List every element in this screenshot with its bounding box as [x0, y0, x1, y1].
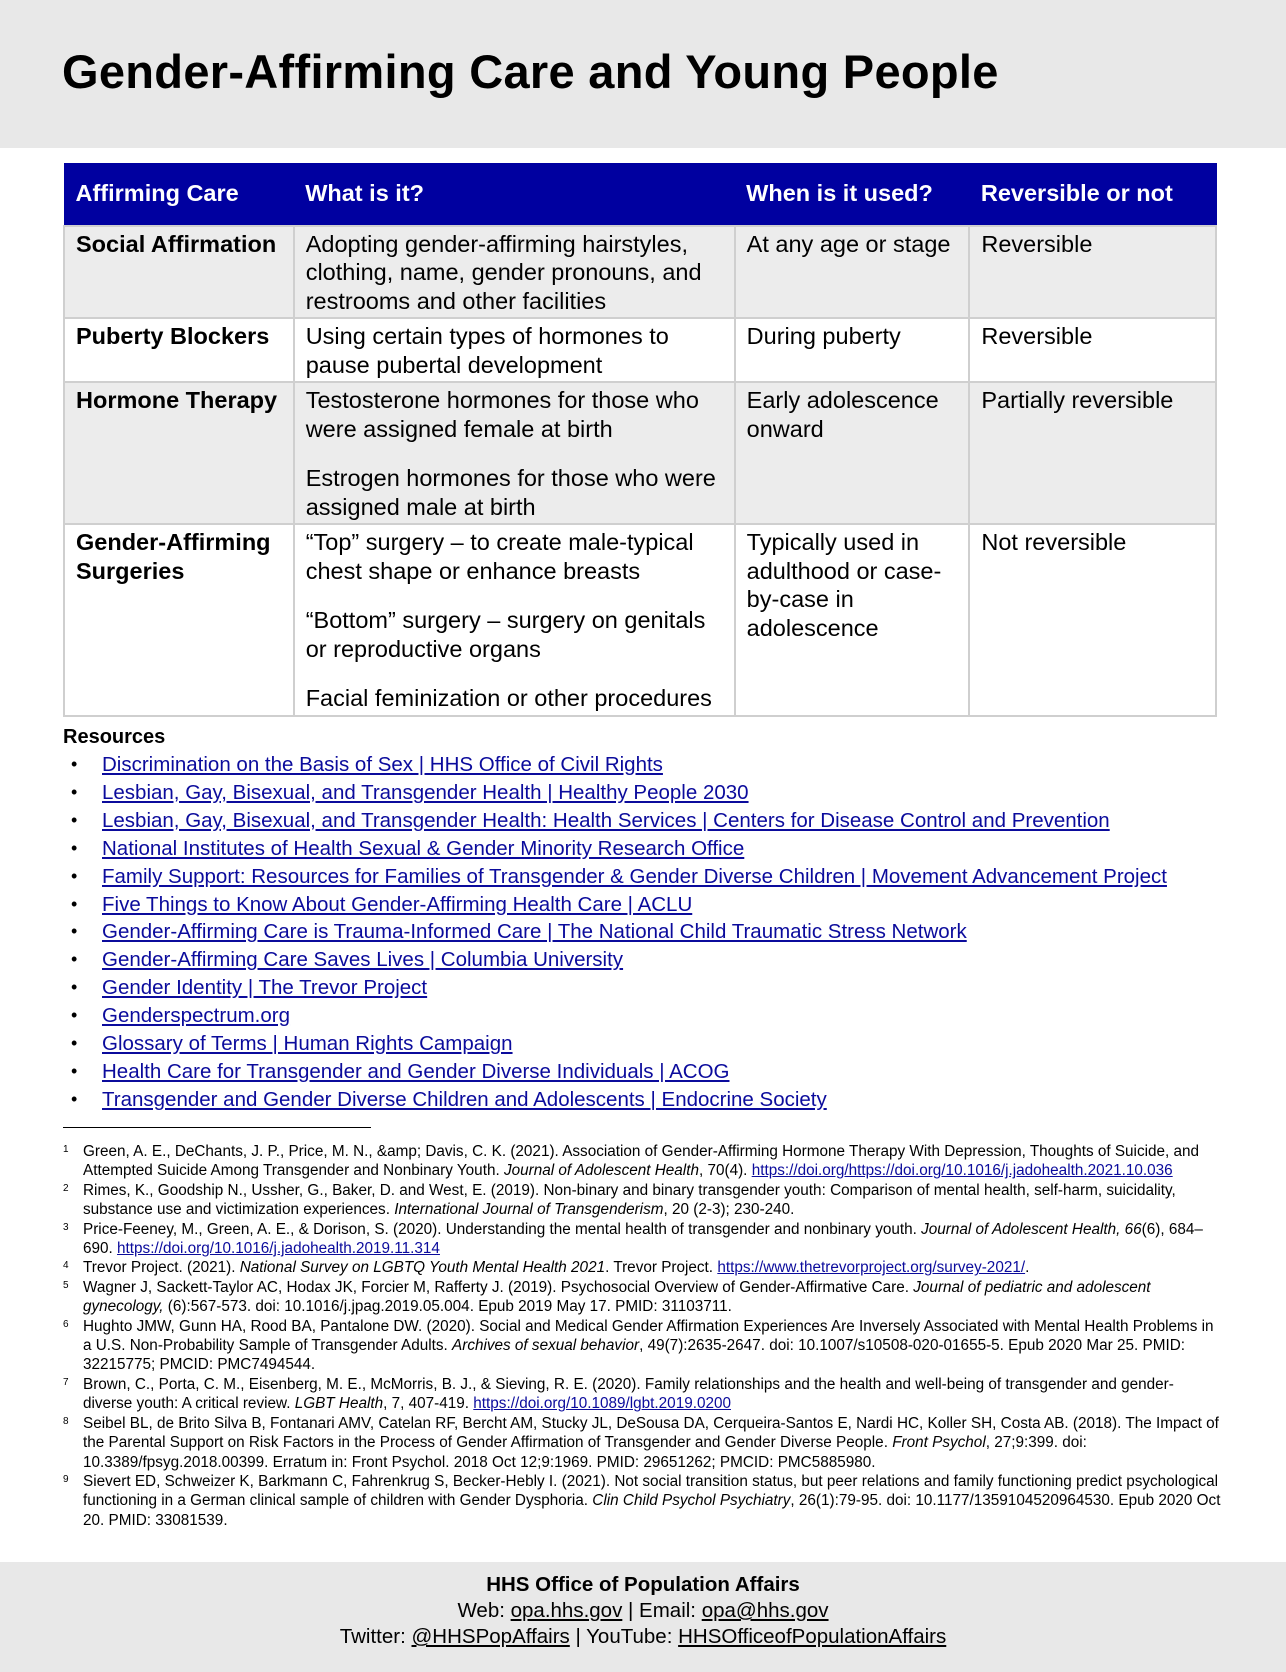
description-cell — [294, 524, 735, 716]
footnote-journal: Journal of Adolescent Health, 66 — [921, 1220, 1142, 1238]
bullet-icon: • — [71, 1088, 78, 1109]
footnote-number: 7 — [63, 1376, 69, 1388]
footnote-divider — [63, 1127, 371, 1128]
resource-link[interactable]: Gender Identity | The Trevor Project — [102, 976, 428, 1000]
resource-link[interactable]: Family Support: Resources for Families of Transgender & Gender Diverse Children | Movement Advancement Project — [102, 864, 1167, 888]
footnote-text: Trevor Project. (2021). — [83, 1259, 240, 1277]
column-header: Affirming Care — [64, 164, 294, 226]
resource-link[interactable]: Glossary of Terms | Human Rights Campaign — [102, 1032, 513, 1056]
footnote-text: Wagner J, Sackett-Taylor AC, Hodax JK, Forcier M, Rafferty J. (2019). Psychosocial Overview of Gender-Affirmative Care. — [83, 1278, 914, 1296]
resource-list-item — [63, 835, 1243, 863]
footnote-text: Seibel BL, de Brito Silva B, Fontanari AMV, Catelan RF, Bercht AM, Stucky JL, DeSousa DA, Cerqueira-Santos E, Nardi HC, Koller SH, Costa AB. (2018). The Impact of the Parental Support on Risk Factors in the Process of Gender Affirmation of Transgender and Gender Diverse People. — [83, 1414, 1219, 1452]
resource-link[interactable]: Five Things to Know About Gender-Affirming Health Care | ACLU — [102, 892, 693, 916]
footnote-text: . — [1025, 1259, 1030, 1277]
resource-link[interactable]: Transgender and Gender Diverse Children and Adolescents | Endocrine Society — [102, 1087, 827, 1111]
column-header: When is it used? — [735, 164, 970, 226]
footnote-text: , 20 (2-3); 230-240. — [663, 1201, 795, 1219]
resource-list-item — [63, 946, 1243, 974]
footnote-text: , 27;9:399. doi: 10.3389/fpsyg.2018.00399. Erratum in: Front Psychol. 2018 Oct 12;9:1969. PMID: 29651262; PMCID: PMC5885980. — [83, 1434, 1087, 1471]
resources-list — [63, 751, 1243, 1114]
footnote-link[interactable]: https://doi.org/10.1089/lgbt.2019.0200 — [473, 1395, 731, 1413]
resources-heading: Resources — [63, 726, 166, 748]
footnote-link[interactable]: https://doi.org/10.1016/j.jadohealth.2019.11.314 — [117, 1240, 440, 1258]
description-paragraph: Adopting gender-affirming hairstyles, clothing, name, gender pronouns, and restrooms and other facilities — [305, 230, 702, 314]
resource-link[interactable]: Genderspectrum.org — [102, 1004, 291, 1028]
bullet-icon: • — [71, 837, 78, 858]
footnote — [63, 1142, 1223, 1181]
description-cell — [294, 318, 735, 382]
footnote-journal: Front Psychol — [892, 1434, 986, 1452]
footnote-journal: International Journal of Transgenderism — [394, 1201, 664, 1219]
bullet-icon: • — [71, 754, 78, 774]
footnote-text: , 7, 407-419. — [383, 1395, 474, 1413]
twitter-label: Twitter: — [339, 1625, 412, 1648]
resource-list-item — [63, 891, 1243, 919]
footnote-number: 1 — [63, 1144, 69, 1155]
resource-list-item — [63, 1058, 1243, 1086]
description-paragraph: “Top” surgery – to create male-typical chest shape or enhance breasts — [305, 529, 694, 584]
footnote-text: , 49(7):2635-2647. doi: 10.1007/s10508-020-01655-5. Epub 2020 Mar 25. PMID: 32215775; PMCID: PMC7494544. — [83, 1337, 1186, 1374]
resource-list-item — [63, 779, 1243, 807]
reversibility-cell: Partially reversible — [969, 382, 1216, 524]
footnote — [63, 1278, 1223, 1317]
resource-list-item — [63, 751, 1243, 779]
footnote-journal: Journal of pediatric and adolescent gynecology, — [83, 1278, 1151, 1316]
footnote-journal: National Survey on LGBTQ Youth Mental Health 2021 — [239, 1259, 606, 1277]
resource-link[interactable]: Gender-Affirming Care Saves Lives | Columbia University — [102, 948, 624, 972]
bullet-icon: • — [71, 865, 78, 886]
footnote-text: Rimes, K., Goodship N., Ussher, G., Baker, D. and West, E. (2019). Non-binary and binary transgender youth: Comparison of mental health, self-harm, suicidality, substance use and victimization experiences. — [83, 1181, 1176, 1219]
bullet-icon: • — [71, 893, 78, 914]
column-header: Reversible or not — [969, 164, 1216, 226]
footer-social-line — [0, 1624, 1286, 1650]
footnote-number: 6 — [63, 1318, 69, 1330]
footnote-text: Brown, C., Porta, C. M., Eisenberg, M. E., McMorris, B. J., & Sieving, R. E. (2020). Family relationships and the health and well-being of transgender and gender-diverse youth: A critical review. — [83, 1375, 1174, 1413]
table-row — [64, 318, 1216, 382]
when-used-cell: Typically used in adulthood or case-by-case in adolescence — [735, 524, 970, 716]
resource-list-item — [63, 974, 1243, 1002]
footnote — [63, 1258, 1223, 1277]
bullet-icon: • — [71, 977, 78, 998]
description-paragraph: Using certain types of hormones to pause pubertal development — [305, 323, 669, 378]
description-paragraph: Testosterone hormones for those who were assigned female at birth — [305, 387, 699, 442]
description-paragraph: Estrogen hormones for those who were assigned male at birth — [305, 465, 716, 520]
bullet-icon: • — [71, 1033, 78, 1054]
footnote-text: , 26(1):79-95. doi: 10.1177/1359104520964530. Epub 2020 Oct 20. PMID: 33081539. — [83, 1492, 1221, 1529]
table-row — [64, 226, 1216, 319]
footer-contact-line — [0, 1598, 1286, 1624]
email-label: | Email: — [622, 1599, 702, 1622]
resource-list-item — [63, 1002, 1243, 1030]
footnote — [63, 1317, 1223, 1375]
description-paragraph: “Bottom” surgery – surgery on genitals or reproductive organs — [305, 607, 706, 662]
resource-link[interactable]: Lesbian, Gay, Bisexual, and Transgender Health: Health Services | Centers for Disease Control and Prevention — [102, 808, 1110, 832]
reversibility-cell: Reversible — [969, 226, 1216, 319]
footnote-journal: Archives of sexual behavior — [452, 1337, 640, 1355]
resource-link[interactable]: Discrimination on the Basis of Sex | HHS Office of Civil Rights — [102, 753, 663, 776]
footnote-text: . Trevor Project. — [605, 1259, 718, 1277]
footnotes — [63, 1142, 1223, 1530]
footnote — [63, 1220, 1223, 1259]
care-type-cell: Gender-Affirming Surgeries — [64, 524, 294, 716]
footnote-number: 8 — [63, 1415, 69, 1427]
affirming-care-table — [63, 163, 1217, 717]
reversibility-cell: Reversible — [969, 318, 1216, 382]
footnote-link[interactable]: https://doi.org/https://doi.org/10.1016/j.jadohealth.2021.10.036 — [751, 1162, 1173, 1180]
footnote-text: (6):567-573. doi: 10.1016/j.jpag.2019.05.004. Epub 2019 May 17. PMID: 31103711. — [163, 1298, 732, 1316]
footnote-journal: Clin Child Psychol Psychiatry — [592, 1492, 791, 1510]
bullet-icon: • — [71, 949, 78, 970]
footnote-link[interactable]: https://www.thetrevorproject.org/survey-2021/ — [717, 1259, 1026, 1277]
youtube-link[interactable]: HHSOfficeofPopulationAffairs — [678, 1625, 947, 1648]
footnote-journal: LGBT Health — [294, 1395, 384, 1413]
when-used-cell: Early adolescence onward — [735, 382, 970, 524]
resource-list-item — [63, 918, 1243, 946]
footnote-journal: Journal of Adolescent Health — [503, 1162, 699, 1180]
description-paragraph: Facial feminization or other procedures — [305, 685, 712, 711]
footnote-text: Hughto JMW, Gunn HA, Rood BA, Pantalone DW. (2020). Social and Medical Gender Affirmation Experiences Are Inversely Associated with Mental Health Problems in a U.S. Non-Probability Sample of Transgender Adults. — [83, 1317, 1214, 1355]
care-type-cell: Social Affirmation — [64, 226, 294, 319]
footer-org-name: HHS Office of Population Affairs — [486, 1573, 800, 1596]
resources-section — [63, 725, 1243, 1114]
footnote-text: Price-Feeney, M., Green, A. E., & Dorison, S. (2020). Understanding the mental health of transgender and nonbinary youth. — [83, 1220, 922, 1238]
footnote — [63, 1181, 1223, 1220]
table-header-row — [64, 164, 1216, 226]
footnote-number: 3 — [63, 1221, 69, 1233]
footnote-text: Green, A. E., DeChants, J. P., Price, M. N., &amp; Davis, C. K. (2021). Association of Gender-Affirming Hormone Therapy With Depression, Thoughts of Suicide, and Attempted Suicide Among Transgender and Nonbinary Youth. — [83, 1143, 1200, 1180]
column-header: What is it? — [294, 164, 735, 226]
footnote — [63, 1375, 1223, 1414]
when-used-cell: During puberty — [735, 318, 970, 382]
resource-link[interactable]: National Institutes of Health Sexual & Gender Minority Research Office — [102, 836, 745, 860]
footnote-text: (6), 684–690. — [83, 1220, 1203, 1258]
resource-list-item — [63, 863, 1243, 891]
footnote-number: 9 — [63, 1473, 69, 1485]
footer — [0, 1562, 1286, 1672]
youtube-label: | YouTube: — [569, 1625, 679, 1648]
footnote-number: 4 — [63, 1260, 69, 1272]
bullet-icon: • — [71, 921, 78, 942]
footnote — [63, 1414, 1223, 1472]
table-row — [64, 524, 1216, 716]
resource-link[interactable]: Gender-Affirming Care is Trauma-Informed Care | The National Child Traumatic Stress Network — [102, 920, 967, 944]
description-cell — [294, 226, 735, 319]
twitter-link[interactable]: @HHSPopAffairs — [411, 1625, 570, 1648]
footnote-number: 5 — [63, 1279, 69, 1291]
when-used-cell: At any age or stage — [735, 226, 970, 319]
bullet-icon: • — [71, 1005, 78, 1026]
web-label: Web: — [457, 1599, 511, 1622]
care-type-cell: Hormone Therapy — [64, 382, 294, 524]
footnote — [63, 1472, 1223, 1530]
bullet-icon: • — [71, 809, 78, 830]
resource-link[interactable]: Lesbian, Gay, Bisexual, and Transgender Health | Healthy People 2030 — [102, 780, 749, 804]
reversibility-cell: Not reversible — [969, 524, 1216, 716]
footnote-number: 2 — [63, 1182, 69, 1194]
page-title: Gender-Affirming Care and Young People — [62, 45, 999, 98]
resource-list-item — [63, 807, 1243, 835]
resource-list-item — [63, 1030, 1243, 1058]
resource-list-item — [63, 1086, 1243, 1114]
website-link[interactable]: opa.hhs.gov — [510, 1599, 623, 1622]
email-link[interactable]: opa@hhs.gov — [701, 1599, 829, 1622]
footnote-text: Sievert ED, Schweizer K, Barkmann C, Fahrenkrug S, Becker-Hebly I. (2021). Not social transition status, but peer relations and family functioning predict psychological functioning in a German clinical sample of children with Gender Dysphoria. — [83, 1472, 1219, 1510]
resource-link[interactable]: Health Care for Transgender and Gender Diverse Individuals | ACOG — [102, 1059, 730, 1083]
table-row — [64, 382, 1216, 524]
bullet-icon: • — [71, 781, 78, 802]
bullet-icon: • — [71, 1060, 78, 1081]
description-cell — [294, 382, 735, 524]
footnote-text: , 70(4). — [698, 1162, 752, 1180]
care-type-cell: Puberty Blockers — [64, 318, 294, 382]
